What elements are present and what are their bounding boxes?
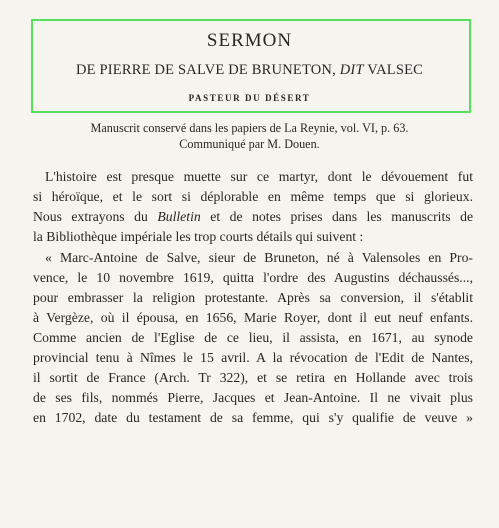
subtitle-part1: DE PIERRE DE SALVE DE BRUNETON, bbox=[75, 62, 336, 78]
document-title: SERMON bbox=[206, 30, 293, 51]
body-line: pour embrasser la religion protestante. Après sa conversion, il s'établit bbox=[33, 290, 473, 305]
body-line: si héroïque, et le sort si déplorable en même temps que si glorieux. bbox=[33, 189, 473, 204]
subtitle-italic: DIT bbox=[339, 62, 364, 78]
body-line-segment: et de notes prises dans les manuscrits de bbox=[210, 209, 474, 224]
author-role: PASTEUR DU DÉSERT bbox=[188, 93, 311, 103]
body-line: provincial tenu à Nîmes le 15 avril. A la révocation de l'Edit de Nantes, bbox=[33, 350, 473, 365]
bulletin-title: Bulletin bbox=[157, 209, 201, 224]
body-line bbox=[33, 207, 473, 227]
subtitle-part2: VALSEC bbox=[367, 62, 424, 78]
document-subtitle bbox=[0, 62, 499, 79]
body-paragraph-2 bbox=[33, 248, 473, 428]
source-note-line2: Communiqué par M. Douen. bbox=[179, 137, 320, 151]
body-line: L'histoire est presque muette sur ce martyr, dont le dévouement fut bbox=[45, 169, 473, 184]
body-line: « Marc-Antoine de Salve, sieur de Bruneton, né à Valensoles en Pro- bbox=[45, 250, 473, 265]
body-line: la Bibliothèque impériale les trop courts détails qui suivent : bbox=[33, 229, 364, 244]
body-line: il sortit de France (Arch. Tr 322), et se retira en Hollande avec trois bbox=[33, 370, 473, 385]
body-line-segment: Nous extrayons du bbox=[33, 209, 148, 224]
body-line: de ses fils, nommés Pierre, Jacques et Jean-Antoine. Il ne vivait plus bbox=[33, 390, 473, 405]
body-line: Comme ancien de l'Eglise de ce lieu, il assista, en 1671, au synode bbox=[33, 330, 473, 345]
body-line: vence, le 10 novembre 1619, quitta l'ordre des Augustins déchaussés..., bbox=[33, 270, 473, 285]
source-note-line1: Manuscrit conservé dans les papiers de La Reynie, vol. VI, p. 63. bbox=[90, 121, 409, 135]
body-line: en 1702, date du testament de sa femme, qui s'y qualifie de veuve » bbox=[33, 410, 473, 425]
body-paragraph-1 bbox=[33, 167, 473, 247]
body-line: à Vergèze, où il épousa, en 1656, Marie Royer, dont il eut neuf enfants. bbox=[33, 310, 473, 325]
